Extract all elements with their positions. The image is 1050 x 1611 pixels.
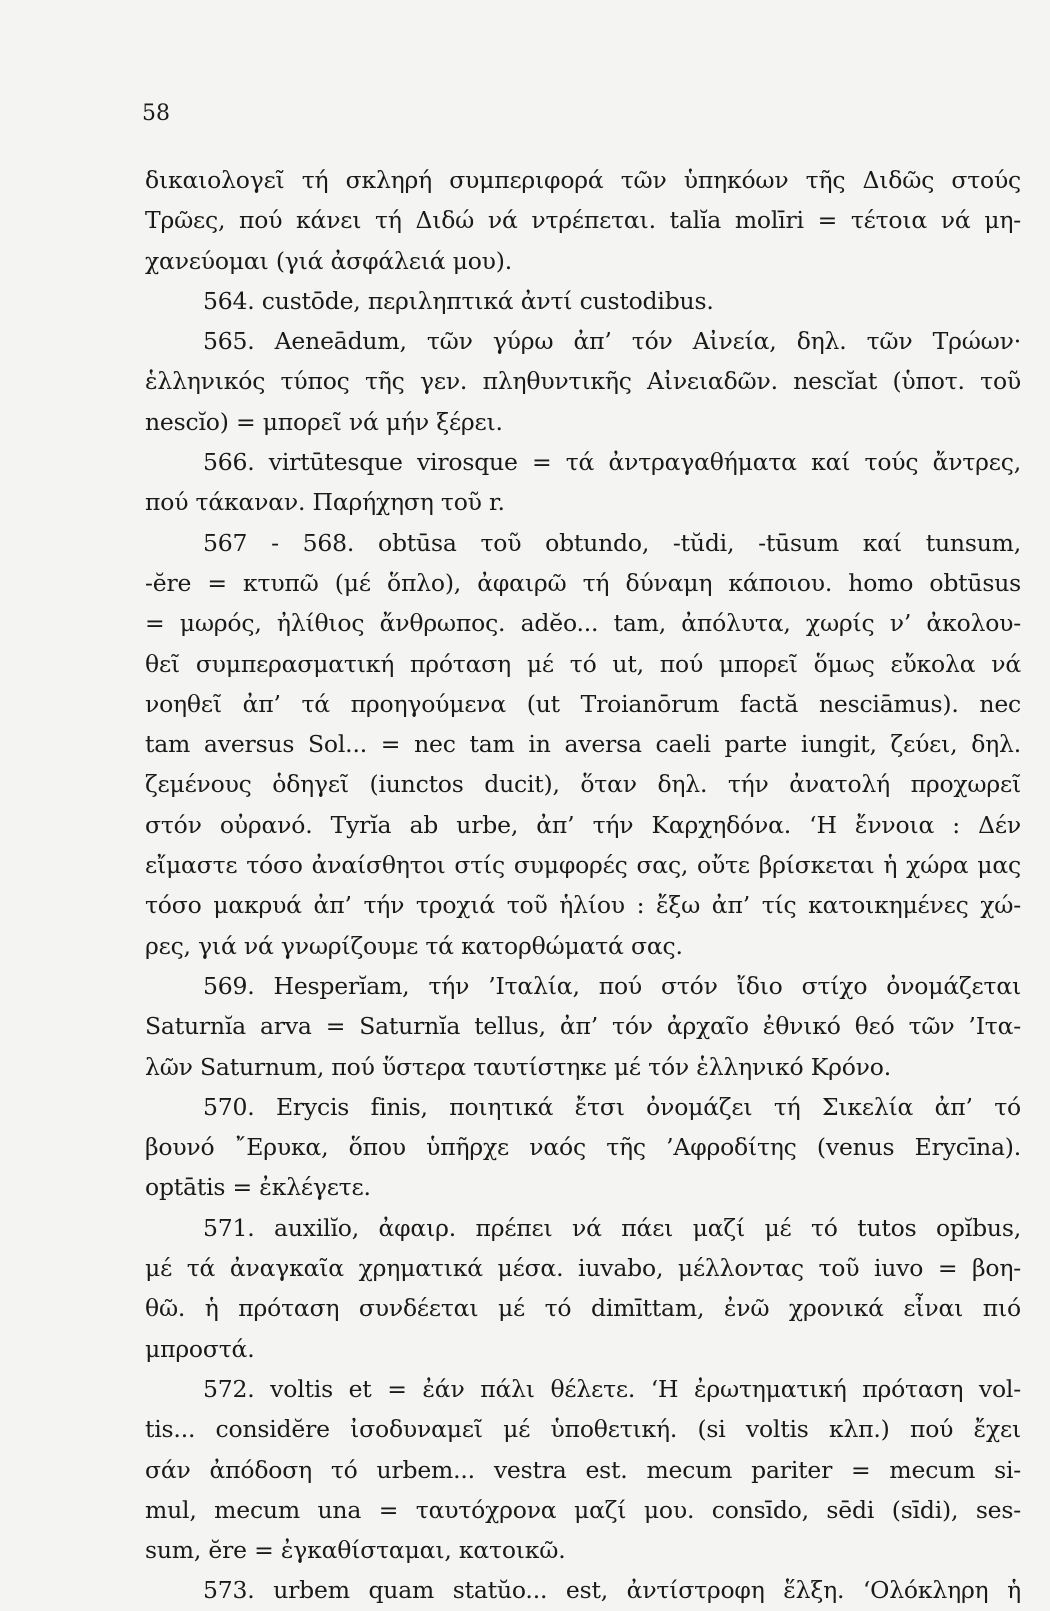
text-line: tam aversus Sol... = nec tam in aversa caeli parte iungit, ζεύει, δηλ. <box>145 730 1021 759</box>
text-line: θῶ. ἡ πρόταση συνδέεται μέ τό dimīttam, ἐνῶ χρονικά εἶναι πιό <box>145 1294 1021 1323</box>
text-line: μέ τά ἀναγκαῖα χρηματικά μέσα. iuvabo, μέλλοντας τοῦ iuvo = βοη- <box>145 1254 1021 1283</box>
text-line: sum, ĕre = ἐγκαθίσταμαι, κατοικῶ. <box>145 1536 566 1565</box>
text-line: = μωρός, ἠλίθιος ἄνθρωπος. adĕo... tam, ἀπόλυτα, χωρίς ν’ ἀκολου- <box>145 609 1021 638</box>
text-line: 573. urbem quam statŭo... est, ἀντίστροφη ἕλξη. ‘Ολόκληρη ἡ <box>203 1576 1021 1605</box>
text-line: πού τάκαναν. Παρήχηση τοῦ r. <box>145 488 505 517</box>
text-line: 570. Erycis finis, ποιητικά ἔτσι ὀνομάζει τή Σικελία ἀπ’ τό <box>203 1092 1021 1121</box>
text-line: τόσο μακρυά ἀπ’ τήν τροχιά τοῦ ἡλίου : ἔξω ἀπ’ τίς κατοικημένες χώ- <box>145 891 1021 920</box>
text-line: Τρῶες, πού κάνει τή Διδώ νά ντρέπεται. talĭa molīri = τέτοια νά μη- <box>145 206 1021 235</box>
text-line: 566. virtūtesque virosque = τά ἀντραγαθήματα καί τούς ἄντρες, <box>203 448 1021 477</box>
text-line: μπροστά. <box>145 1334 255 1363</box>
text-line: ζεμένους ὁδηγεῖ (iunctos ducit), ὅταν δηλ. τήν ἀνατολή προχωρεῖ <box>145 770 1021 799</box>
text-line: ρες, γιά νά γνωρίζουμε τά κατορθώματά σας. <box>145 931 683 960</box>
text-line: 571. auxilĭo, ἀφαιρ. πρέπει νά πάει μαζί μέ τό tutos opĭbus, <box>203 1213 1021 1242</box>
text-line: 565. Aeneādum, τῶν γύρω ἀπ’ τόν Αἰνεία, δηλ. τῶν Τρώων· <box>203 327 1021 356</box>
commentary-text <box>145 160 1021 1611</box>
text-line: στόν οὐρανό. Tyrĭa ab urbe, ἀπ’ τήν Καρχηδόνα. ‘Η ἔννοια : Δέν <box>145 810 1021 839</box>
text-line: λῶν Saturnum, πού ὕστερα ταυτίστηκε μέ τόν ἑλληνικό Κρόνο. <box>145 1052 891 1081</box>
text-line: εἴμαστε τόσο ἀναίσθητοι στίς συμφορές σας, οὔτε βρίσκεται ἡ χώρα μας <box>145 851 1021 880</box>
text-line: 567 - 568. obtūsa τοῦ obtundo, -tŭdi, -tūsum καί tunsum, <box>203 528 1021 557</box>
text-line: 572. voltis et = ἐάν πάλι θέλετε. ‘Η ἐρωτηματική πρόταση vol- <box>203 1374 1021 1403</box>
text-line: θεῖ συμπερασματική πρόταση μέ τό ut, πού μπορεῖ ὅμως εὔκολα νά <box>145 649 1021 678</box>
text-line: -ĕre = κτυπῶ (μέ ὅπλο), ἀφαιρῶ τή δύναμη κάποιου. homo obtūsus <box>145 568 1021 597</box>
text-line: mul, mecum una = ταυτόχρονα μαζί μου. consīdo, sēdi (sīdi), ses- <box>145 1495 1021 1524</box>
text-line: 564. custōde, περιληπτικά ἀντί custodibus. <box>203 286 714 315</box>
text-line: Saturnĭa arva = Saturnĭa tellus, ἀπ’ τόν ἀρχαῖο ἐθνικό θεό τῶν ’Ιτα- <box>145 1012 1021 1041</box>
text-line: optātis = ἐκλέγετε. <box>145 1173 371 1202</box>
text-line: nescĭo) = μπορεῖ νά μήν ξέρει. <box>145 407 503 436</box>
text-line: νοηθεῖ ἀπ’ τά προηγούμενα (ut Troianōrum factă nesciāmus). nec <box>145 689 1021 718</box>
text-line: 569. Hesperĭam, τήν ’Ιταλία, πού στόν ἴδιο στίχο ὀνομάζεται <box>203 971 1021 1000</box>
text-line: tis... considĕre ἰσοδυναμεῖ μέ ὑποθετική. (si voltis κλπ.) πού ἔχει <box>145 1415 1021 1444</box>
text-line: ἑλληνικός τύπος τῆς γεν. πληθυντικῆς Αἰνειαδῶν. nescĭat (ὑποτ. τοῦ <box>145 367 1021 396</box>
text-line: χανεύομαι (γιά ἀσφάλειά μου). <box>145 246 512 275</box>
text-line: σάν ἀπόδοση τό urbem... vestra est. mecum pariter = mecum si- <box>145 1455 1021 1484</box>
text-line: δικαιολογεῖ τή σκληρή συμπεριφορά τῶν ὑπηκόων τῆς Διδῶς στούς <box>145 166 1021 194</box>
text-line: βουνό ῎Ερυκα, ὅπου ὑπῆρχε ναός τῆς ’Αφροδίτης (venus Erycīna). <box>145 1133 1021 1162</box>
page-number: 58 <box>142 101 170 126</box>
